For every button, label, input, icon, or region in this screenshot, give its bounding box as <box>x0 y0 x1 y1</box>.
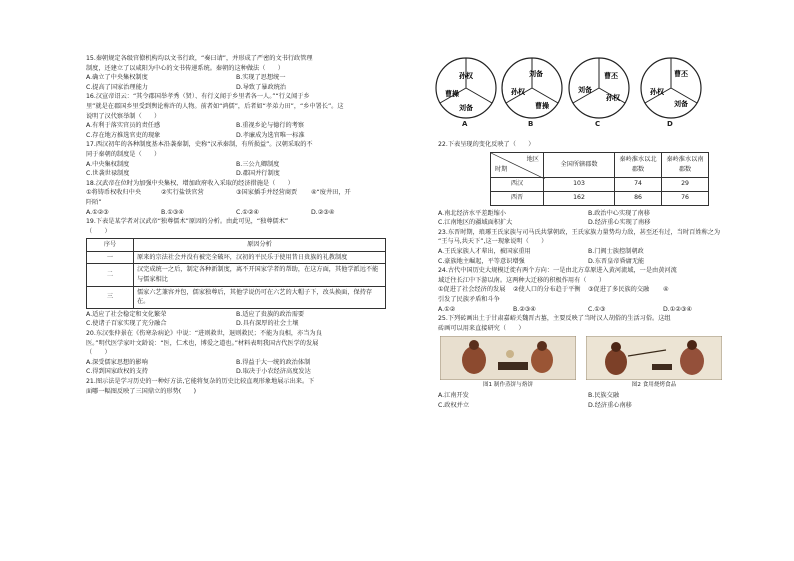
pie-diagrams-svg <box>424 52 744 134</box>
q19-row-2-no: 二 <box>87 264 134 286</box>
q16-text-1: 16.汉宣帝诏云：“其令郡国举孝秀（贤）、有行义闻于乡里者各一人。”“行义闻于乡 <box>86 93 310 101</box>
q24-option-b: B.②③④ <box>513 305 536 313</box>
q17-option-c: C.世袭世禄制度 <box>86 170 130 178</box>
pie-c-left: 刘备 <box>578 86 592 94</box>
q23-option-a: A.王氏家族人才辈出，被国家重用 <box>438 247 531 255</box>
pie-a-left: 曹操 <box>445 90 459 98</box>
q22-row-2-val-1: 162 <box>544 191 615 205</box>
pie-c-right: 孙权 <box>606 94 620 102</box>
q24-item-2: ②使人口的分布趋于平衡 <box>513 286 581 294</box>
q17-options-row2 <box>86 169 386 179</box>
pie-d <box>641 58 701 118</box>
figure-1-caption: 图1 制作蒸饼与烙饼 <box>482 382 534 389</box>
q19-row-3-text: 儒家六艺兼容并包，儒家独尊后，其他学说仍可在六艺的大帽子下，改头换面，保持存在。 <box>134 286 386 308</box>
q17-text-1: 17.西汉初年的各种制度基本沿袭秦制，史称“汉承秦制，有所损益”。汉朝采取的不 <box>86 141 313 149</box>
q16-options <box>86 121 386 131</box>
q22-row-1-val-3: 29 <box>662 177 709 191</box>
pie-d-top: 曹丕 <box>674 70 688 78</box>
pie-a-label: A <box>462 120 468 128</box>
q25-text-2: 砖画可以用来直接研究（ ） <box>438 324 525 332</box>
q15-option-a: A.确立了中央集权制度 <box>86 74 148 82</box>
q18-option-b: B.①③④ <box>161 208 184 216</box>
figure-2-caption: 图2 食用烧烤食品 <box>631 382 677 389</box>
q20-text-1: 20.东汉张仲景在《伤寒杂病论》中说：“进则救世，退则救民；不能为良相，亦当为良 <box>86 330 322 338</box>
q19-options-row2 <box>86 319 386 329</box>
q15-options-row2 <box>86 83 386 93</box>
q19-row-3-no: 三 <box>87 286 134 308</box>
q24-option-a: A.①② <box>438 305 456 313</box>
q20-text-3: （ ） <box>86 349 111 357</box>
q22-options-row2 <box>438 218 738 228</box>
q22-row-2-val-3: 76 <box>662 191 709 205</box>
q15-options <box>86 73 386 83</box>
q22-col-2: 秦岭淮水以北郡数 <box>615 152 662 177</box>
brick-painting-2-image <box>586 336 722 380</box>
q22-col-3: 秦岭淮水以南郡数 <box>662 152 709 177</box>
q15-option-c: C.提高了国家治理能力 <box>86 83 148 91</box>
q22-option-d: D.经济重心实现了南移 <box>588 219 651 227</box>
q19-option-d: D.具有深厚的社会土壤 <box>236 320 299 328</box>
q25-option-b: B.民族交融 <box>588 391 619 399</box>
q18-text-1: 18.汉武帝在位时为加强中央集权、增加政府收入采取的经济措施是（ ） <box>86 179 294 187</box>
q24-item-4: ④ <box>663 286 669 294</box>
q21-text-1: 21.图示法是学习历史的一种好方法,它能将复杂的历史比较直观形象地展示出来。下 <box>86 378 315 385</box>
q15-option-d: D.导致了暴政统治 <box>236 83 287 91</box>
q22-table <box>490 152 709 206</box>
q19-option-b: B.适应了贵族的政治需要 <box>236 310 305 318</box>
q22-options <box>438 209 738 219</box>
q19-header-analysis: 原因分析 <box>134 239 386 252</box>
q22-row-2-val-2: 86 <box>615 191 662 205</box>
q19-row-1-no: 一 <box>87 251 134 264</box>
pie-b-right: 曹操 <box>535 102 549 110</box>
q18-option-d: D.②③④ <box>311 208 335 216</box>
q23-text-1: 23.东晋时期，琅琊王氏家族与司马氏共掌朝政，王氏家族力量势均力敌，甚至还有过，当时百姓称之为 <box>438 228 721 236</box>
pie-d-left: 孙权 <box>650 88 664 96</box>
q22-header-period: 时期 <box>495 166 508 173</box>
q15-text-1: 15.秦朝规定各级官僚机构均以文书行政，“奏曰请”，并形成了严密的文书行政管理 <box>86 55 313 62</box>
pie-b <box>502 58 562 118</box>
q16-option-d: D.孝廉成为选官唯一标准 <box>236 131 305 139</box>
q16-text-3: 说明了汉代察举制（ ） <box>86 112 161 120</box>
q16-options-row2 <box>86 131 386 141</box>
table-row <box>491 191 709 205</box>
q17-option-d: D.郡国并行制度 <box>236 170 280 178</box>
q22-corner-cell <box>491 152 544 177</box>
q23-options <box>438 247 738 257</box>
q23-option-b: B.门阀士族控制朝政 <box>588 247 644 255</box>
q24-option-c: C.①③ <box>588 305 606 313</box>
q25-figures <box>440 336 738 391</box>
q18-item-4: ④“废井田，开 <box>311 189 351 197</box>
left-column <box>86 54 386 396</box>
q19-row-2-text: 汉完成统一之后，制定各种新制度，离不开国家学者的帮助，在这方面，其他学派远不能与儒家相比 <box>134 264 386 286</box>
q22-text-1: 22.下表呈现的变化反映了（ ） <box>438 141 535 148</box>
q15-option-b: B.实现了思想统一 <box>236 74 286 82</box>
q18-option-a: A.①②③ <box>86 208 109 216</box>
table-row <box>87 286 386 308</box>
q17-option-a: A.中央集权制度 <box>86 160 130 168</box>
q24-text-1: 24.古代中国历史大规模迁徙有两个方向：一是由北方草原进入黄河流域，一是由黄河流 <box>438 267 677 275</box>
q25-option-c: C.政权并立 <box>438 401 470 409</box>
q23-option-d: D.东晋皇帝昏庸无能 <box>588 257 645 265</box>
pie-a <box>436 58 496 118</box>
q16-text-2: 里”就是在郡国乡里受到舆论称许的人物。前者如“鸿儒”，后者如“孝弟力田”，“乡中署长”。这 <box>86 102 344 110</box>
q25-options-row2 <box>438 401 738 411</box>
table-row <box>87 251 386 264</box>
q22-row-2-period: 西晋 <box>491 191 544 205</box>
q24-text-3: 引发了民族矛盾和斗争 <box>438 295 500 303</box>
pie-c-label: C <box>595 120 601 128</box>
q17-option-b: B.三公九卿制度 <box>236 160 280 168</box>
q16-option-a: A.有利于落实官员的责任感 <box>86 122 161 130</box>
q18-item-2: ②实行盐铁官营 <box>161 189 204 197</box>
q18-options <box>86 208 386 218</box>
figure-2 <box>586 336 722 391</box>
q20-option-d: D.取决于小农经济高度发达 <box>236 368 311 376</box>
q18-items <box>86 188 386 198</box>
q21-text-2: 面哪一幅图反映了三国鼎立的形势( ) <box>86 387 197 395</box>
pie-a-top: 孙权 <box>459 72 473 80</box>
q23-text-2: “王与马,共天下”,这一现象说明（ ） <box>438 238 548 246</box>
q19-options <box>86 310 386 320</box>
q22-row-1-val-1: 103 <box>544 177 615 191</box>
q22-option-b: B.政治中心实现了南移 <box>588 209 650 217</box>
table-row <box>491 177 709 191</box>
figure-1 <box>440 336 576 391</box>
q19-text-1: 19.下表是某学者对汉武帝“独尊儒术”原因的分析。由此可见，“独尊儒术” <box>86 218 289 226</box>
right-column <box>438 140 738 410</box>
q23-options-row2 <box>438 257 738 267</box>
pie-b-top: 刘备 <box>529 70 543 78</box>
q18-item-1: ①将铸币权收归中央 <box>86 189 142 197</box>
q17-text-2: 同于秦朝的制度是（ ） <box>86 150 161 158</box>
q15-text-2: 制度，还建立了以咸阳为中心的文书传递系统。秦朝的这种做法（ ） <box>86 64 284 72</box>
q22-option-a: A.南北经济水平差距缩小 <box>438 209 506 217</box>
q24-item-1: ①促进了社会经济的发展 <box>438 286 506 294</box>
pie-d-right: 刘备 <box>674 100 688 108</box>
q22-row-1-val-2: 74 <box>615 177 662 191</box>
table-row <box>87 264 386 286</box>
q18-option-c: C.①②④ <box>236 208 259 216</box>
q19-header-no: 序号 <box>87 239 134 252</box>
pie-b-left: 孙权 <box>511 88 525 96</box>
q19-row-1-text: 原来的宗法社会并没有被完全破坏，汉初的平民乐于使用昔日贵族的礼教制度 <box>134 251 386 264</box>
q25-text-1: 25.下列砖画出土于甘肃嘉峪关魏晋古墓，主要反映了当时汉人胡俗的生活习俗。这组 <box>438 315 671 323</box>
q22-col-1: 全国所辖郡数 <box>544 152 615 177</box>
q24-items <box>438 285 738 295</box>
pie-b-label: B <box>528 120 534 128</box>
q16-option-b: B.重视乡论与德行的考察 <box>236 122 305 130</box>
q24-option-d: D.①②③④ <box>663 305 692 313</box>
q20-option-b: B.得益于大一统的政治体制 <box>236 358 311 366</box>
q23-option-c: C.豪族地主崛起，平等意识增强 <box>438 257 525 265</box>
q20-option-c: C.得到国家政权的支持 <box>86 368 148 376</box>
q18-text-3: 阡陌” <box>86 198 102 206</box>
q24-text-2: 域迁往长江中下游以南。这两种大迁移的积极作用有（ ） <box>438 276 606 284</box>
q25-option-a: A.江南开发 <box>438 391 469 399</box>
q20-option-a: A.深受儒家思想的影响 <box>86 358 148 366</box>
q18-item-3: ③国家插手并经营商贾 <box>236 189 298 197</box>
q20-text-2: 医。”明代医学家叶文龄说：“医，仁术也，博爱之道也。”材料表明我国古代医学的发展 <box>86 339 319 347</box>
q24-options <box>438 305 738 315</box>
q25-option-d: D.经济重心南移 <box>588 401 632 409</box>
pie-d-label: D <box>667 120 673 128</box>
q22-header-region: 地区 <box>526 155 539 163</box>
q19-text-2: （ ） <box>86 227 111 235</box>
q20-options-row2 <box>86 367 386 377</box>
q19-table <box>86 238 386 309</box>
brick-painting-1-image <box>440 336 576 380</box>
q19-option-c: C.使诸子百家实现了充分融合 <box>86 320 167 328</box>
q20-options <box>86 358 386 368</box>
q22-option-c: C.江南地区的疆域面积扩大 <box>438 219 513 227</box>
q24-item-3: ③促进了多民族的交融 <box>588 286 650 294</box>
pie-a-right: 刘备 <box>459 104 473 112</box>
q22-row-1-period: 西汉 <box>491 177 544 191</box>
pie-c <box>569 58 629 118</box>
q17-options <box>86 160 386 170</box>
q21-pie-diagrams <box>424 52 744 134</box>
q25-options <box>438 391 738 401</box>
q19-option-a: A.适应了社会稳定和文化繁荣 <box>86 310 167 318</box>
pie-c-top: 曹丕 <box>604 72 618 80</box>
q16-option-c: C.存在地方推选官吏的现象 <box>86 131 161 139</box>
